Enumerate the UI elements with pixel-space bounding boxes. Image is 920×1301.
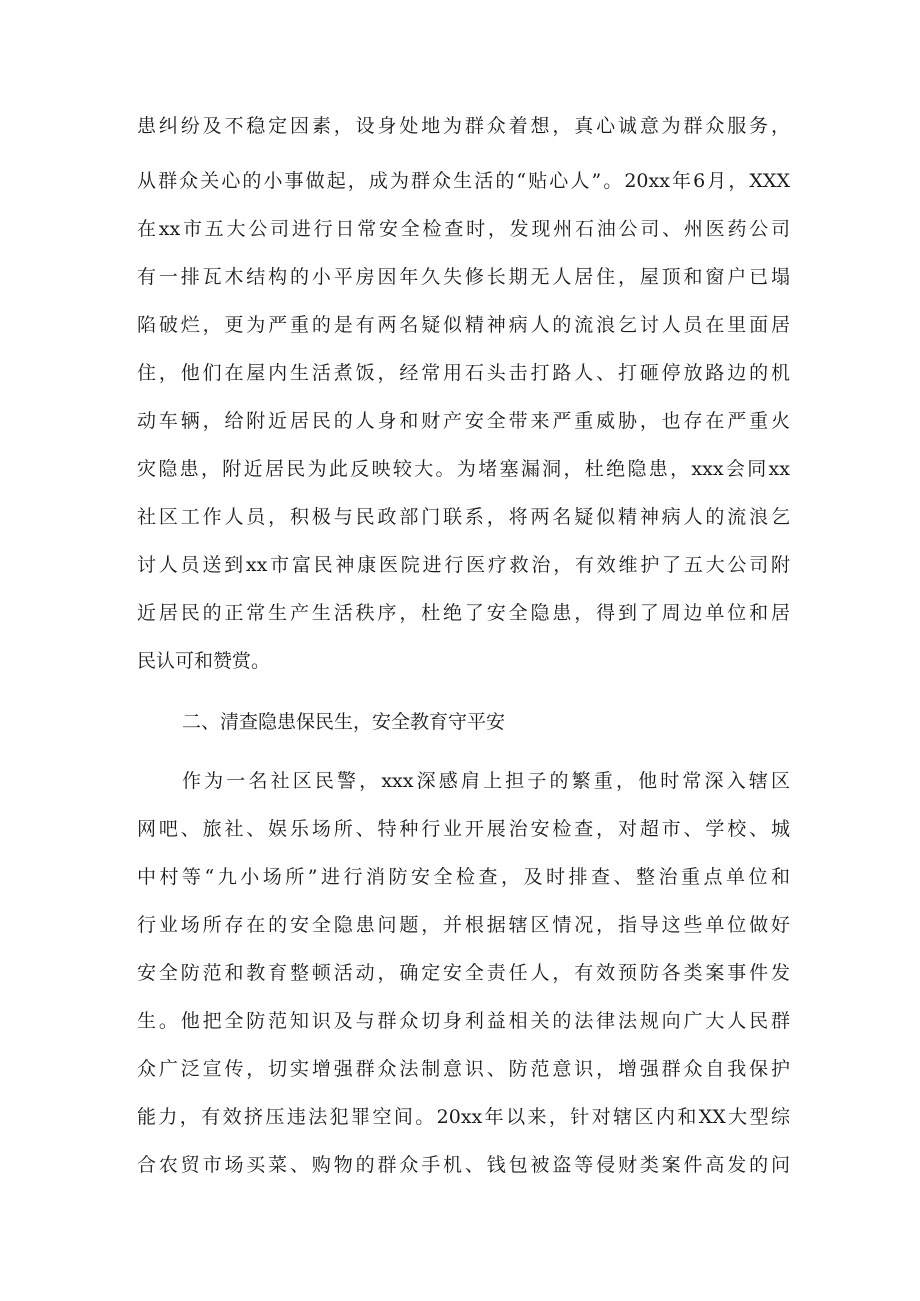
paragraph-line: 社区工作人员，积极与民政部门联系，将两名疑似精神病人的流浪乞	[137, 506, 790, 528]
paragraph-line: 陷破烂，更为严重的是有两名疑似精神病人的流浪乞讨人员在里面居	[137, 314, 790, 336]
paragraph-line: 近居民的正常生产生活秩序，杜绝了安全隐患，得到了周边单位和居	[137, 602, 790, 624]
paragraph-line: 灾隐患，附近居民为此反映较大。为堵塞漏洞，杜绝隐患，xxx会同xx	[137, 458, 790, 480]
paragraph-line: 从群众关心的小事做起，成为群众生活的“贴心人”。20xx年6月，XXX	[137, 170, 790, 192]
paragraph-line: 住，他们在屋内生活煮饭，经常用石头击打路人、打砸停放路边的机	[137, 362, 790, 384]
paragraph-line: 安全防范和教育整顿活动，确定安全责任人，有效预防各类案事件发	[137, 962, 790, 984]
paragraph-line: 行业场所存在的安全隐患问题，并根据辖区情况，指导这些单位做好	[137, 914, 790, 936]
section-heading: 二、清查隐患保民生，安全教育守平安	[182, 711, 506, 733]
paragraph-line: 民认可和赞赏。	[137, 650, 271, 672]
paragraph-line: 作为一名社区民警，xxx深感肩上担子的繁重，他时常深入辖区	[182, 770, 790, 792]
paragraph-line: 患纠纷及不稳定因素，设身处地为群众着想，真心诚意为群众服务，	[137, 115, 790, 137]
paragraph-line: 能力，有效挤压违法犯罪空间。20xx年以来，针对辖区内和XX大型综	[137, 1106, 790, 1128]
paragraph-line: 网吧、旅社、娱乐场所、特种行业开展治安检查，对超市、学校、城	[137, 818, 790, 840]
paragraph-line: 合农贸市场买菜、购物的群众手机、钱包被盗等侵财类案件高发的问	[137, 1154, 790, 1176]
paragraph-line: 中村等“九小场所”进行消防安全检查，及时排查、整治重点单位和	[137, 866, 790, 888]
paragraph-line: 讨人员送到xx市富民神康医院进行医疗救治，有效维护了五大公司附	[137, 554, 790, 576]
paragraph-line: 众广泛宣传，切实增强群众法制意识、防范意识，增强群众自我保护	[137, 1058, 790, 1080]
paragraph-line: 动车辆，给附近居民的人身和财产安全带来严重威胁，也存在严重火	[137, 410, 790, 432]
paragraph-line: 在xx市五大公司进行日常安全检查时，发现州石油公司、州医药公司	[137, 218, 790, 240]
paragraph-line: 有一排瓦木结构的小平房因年久失修长期无人居住，屋顶和窗户已塌	[137, 266, 790, 288]
paragraph-line: 生。他把全防范知识及与群众切身利益相关的法律法规向广大人民群	[137, 1010, 790, 1032]
